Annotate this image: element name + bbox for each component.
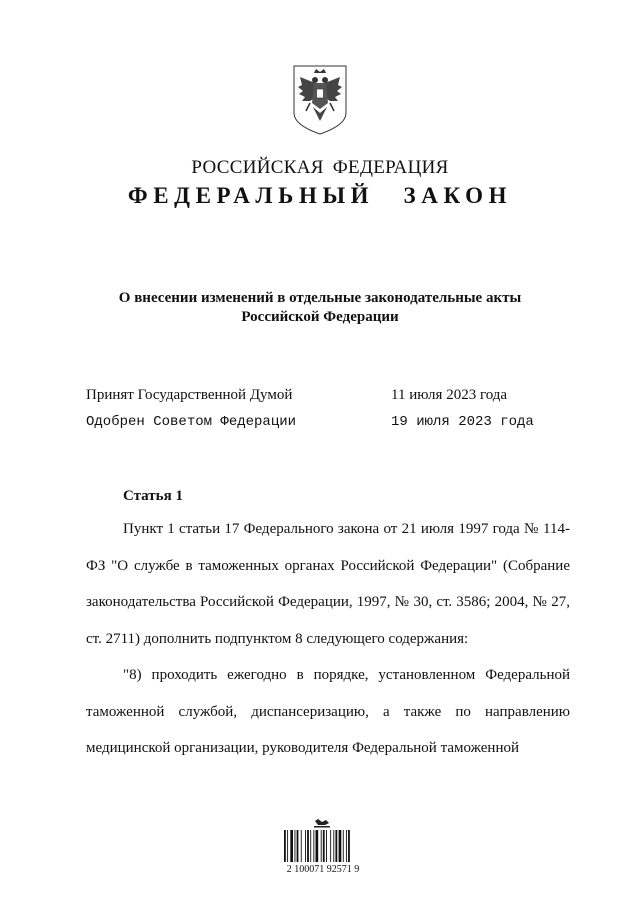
adopted-label: Принят Государственной Думой xyxy=(86,387,293,403)
article-heading: Статья 1 xyxy=(123,488,183,504)
russian-coat-of-arms-icon xyxy=(288,63,352,137)
law-title-line-1: О внесении изменений в отдельные законодательные акты xyxy=(118,290,522,306)
article-paragraph-2: "8) проходить ежегодно в порядке, установленном Федеральной таможенной службой, диспансеризацию, а также по направлению медицинской организации, руководителя Федеральной таможенной xyxy=(86,667,570,756)
law-title xyxy=(0,289,640,327)
article-paragraph-1: Пункт 1 статьи 17 Федерального закона от 21 июля 1997 года № 114-ФЗ "О службе в таможенных органах Российской Федерации" (Собрание законодательства Российской Федерации, 1997, № 30, ст. 3586; 2004, № 27, ст. 2711) дополнить подпунктом 8 следующего содержания: xyxy=(86,521,570,647)
article-body xyxy=(86,511,570,767)
approved-label: Одобрен Советом Федерации xyxy=(86,414,297,430)
law-type-heading: ФЕДЕРАЛЬНЫЙ ЗАКОН xyxy=(127,183,513,208)
law-title-line-2: Российской Федерации xyxy=(241,309,399,325)
barcode-number: 2 100071 92571 9 xyxy=(286,864,360,875)
country-heading: РОССИЙСКАЯ ФЕДЕРАЦИЯ xyxy=(191,157,449,178)
adopted-date: 11 июля 2023 года xyxy=(391,387,508,403)
approved-date: 19 июля 2023 года xyxy=(391,414,534,430)
